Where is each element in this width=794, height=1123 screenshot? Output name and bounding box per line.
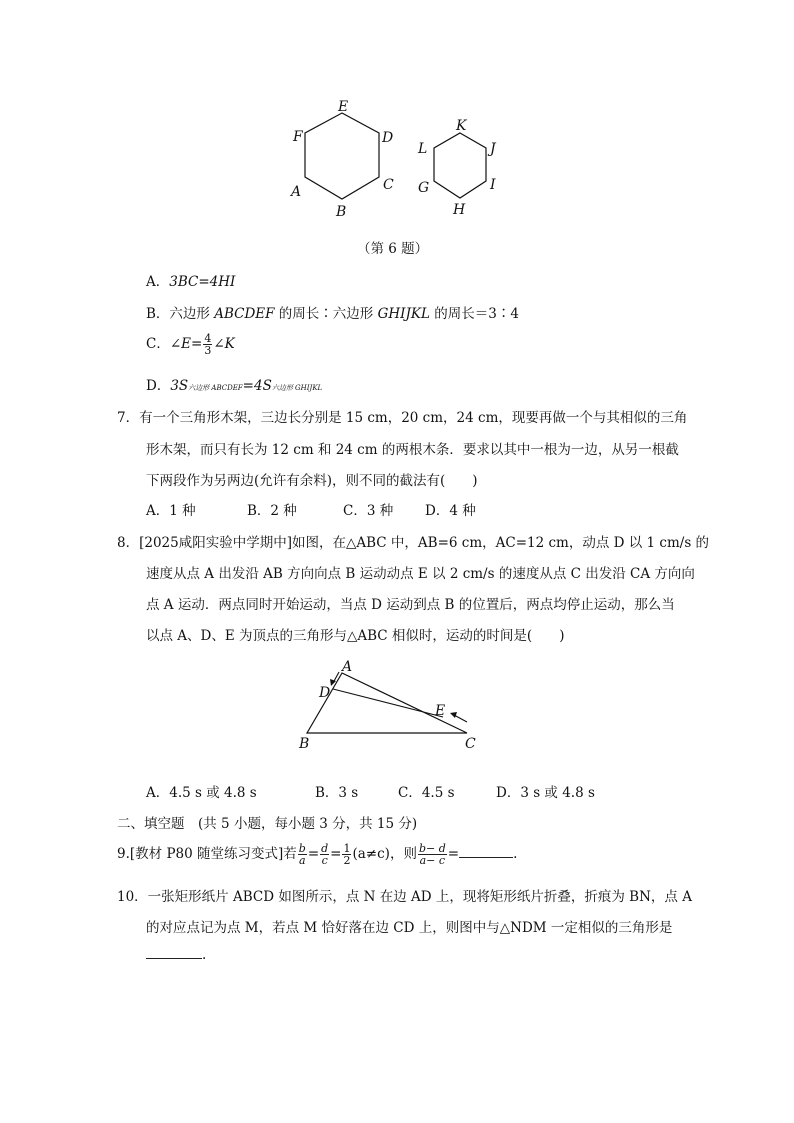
q9-end: . — [513, 846, 518, 862]
hexagon-figure — [285, 95, 515, 225]
q9-f3-den: 2 — [343, 854, 351, 867]
q6-option-a-text: 3BC=4HI — [169, 274, 236, 290]
q7-option-a: A．1 种 — [146, 503, 196, 519]
arrow-e — [454, 715, 467, 722]
q6-option-d — [146, 374, 322, 394]
tri-label-B: B — [299, 736, 310, 752]
q9-f2-den: c — [321, 854, 328, 867]
q9-eq3: = — [447, 846, 460, 862]
hex2-label-L: L — [418, 141, 428, 157]
tri-label-D: D — [319, 685, 331, 701]
q9-f1-den: a — [299, 854, 306, 867]
arrow-e-head — [450, 712, 457, 718]
hexagon-abcdef — [305, 113, 379, 199]
q10-line-1: 10．一张矩形纸片 ABCD 如图所示，点 N 在边 AD 上，现将矩形纸片折叠，折痕为 BN，点 A — [117, 889, 692, 905]
q8-line-3: 点 A 运动．两点同时开始运动，当点 D 运动到点 B 的位置后，两点均停止运动，那么当 — [146, 597, 675, 613]
q6-c-num: 4 — [204, 332, 212, 345]
q6-option-b — [146, 302, 519, 322]
q7-line-3: 下两段作为另两边(允许有余料)，则不同的截法有( ) — [146, 473, 478, 489]
q6-option-b-label: B． — [146, 306, 170, 322]
q6-option-c-pre: ∠E= — [169, 336, 203, 352]
q9-cond: (a≠c)，则 — [352, 846, 417, 862]
q8-line-2: 速度从点 A 出发沿 AB 方向向点 B 运动动点 E 以 2 cm/s 的速度从点 C 出发沿 CA 方向向 — [146, 566, 695, 582]
hex2-label-I: I — [490, 177, 496, 193]
q7-line-2: 形木架，而只有长为 12 cm 和 24 cm 的两根木条．要求以其中一根为一边，从另一根截 — [146, 442, 679, 458]
q6-option-c-post: ∠K — [213, 336, 235, 352]
q9-f1-num: b — [298, 842, 306, 855]
hex2-label-H: H — [453, 202, 466, 218]
hex2-label-G: G — [418, 180, 430, 196]
q8-option-b: B．3 s — [315, 785, 359, 801]
hex1-label-B: B — [336, 204, 347, 220]
q9-eq2: = — [330, 846, 342, 862]
q6-option-b-hex1: ABCDEF — [214, 306, 275, 322]
tri-label-C: C — [465, 736, 476, 752]
triangle-figure — [295, 655, 495, 755]
q10-end: . — [202, 947, 207, 963]
q7-option-d: D．4 种 — [425, 503, 476, 519]
q6-option-c-label: C． — [146, 336, 170, 352]
q10-line-2: 的对应点记为点 M，若点 M 恰好落在边 CD 上，则图中与△NDM 一定相似的三角形是 — [146, 920, 673, 936]
q10-line-3 — [146, 946, 206, 963]
q9-prefix: 9.[教材 P80 随堂练习变式]若 — [117, 846, 297, 862]
hex1-label-C: C — [383, 177, 394, 193]
hex1-label-E: E — [338, 99, 349, 115]
q6-option-b-hex2: GHIJKL — [377, 306, 430, 322]
q6-option-b-post: 的周长＝3∶4 — [429, 306, 519, 322]
hexagon-ghijkl — [434, 133, 486, 198]
segment-de — [333, 689, 446, 719]
q10-answer-blank[interactable] — [146, 946, 202, 959]
q6-c-den: 3 — [204, 344, 212, 357]
q9-fraction-1-2 — [342, 843, 351, 866]
q6-option-b-pre: 六边形 — [169, 306, 215, 322]
q6-option-c — [146, 332, 235, 356]
q7-option-b: B．2 种 — [247, 503, 297, 519]
q9-eq1: = — [307, 846, 320, 862]
q7-option-c: C．3 种 — [343, 503, 394, 519]
figure-caption-6: （第 6 题） — [357, 241, 429, 257]
q9-f4-den: a− c — [419, 854, 446, 867]
q7-line-1: 7．有一个三角形木架，三边长分别是 15 cm，20 cm，24 cm，现要再做一个与其相似的三角 — [117, 410, 688, 426]
hex2-label-K: K — [456, 118, 467, 134]
q6-option-a-label: A． — [146, 274, 170, 290]
q6-option-b-mid: 的周长∶六边形 — [274, 306, 378, 322]
q8-line-4: 以点 A、D、E 为顶点的三角形与△ABC 相似时，运动的时间是( ) — [146, 628, 565, 644]
tri-label-A: A — [342, 659, 353, 675]
hex1-label-D: D — [382, 130, 394, 146]
q8-option-a: A．4.5 s 或 4.8 s — [146, 785, 257, 801]
q6-option-d-label: D． — [146, 378, 171, 394]
q8-option-c: C．4.5 s — [398, 785, 455, 801]
q6-option-c-fraction — [203, 333, 212, 356]
q9-f2-num: d — [321, 842, 329, 855]
hex2-label-J: J — [490, 141, 496, 157]
q8-line-1: 8．[2025咸阳实验中学期中]如图，在△ABC 中，AB=6 cm，AC=12 cm，动点 D 以 1 cm/s 的 — [117, 535, 710, 551]
q9-f3-num: 1 — [343, 842, 351, 855]
q6-option-d-pre: 3S — [170, 378, 189, 394]
hex1-label-A: A — [291, 184, 302, 200]
q9-line — [117, 842, 517, 866]
hex1-label-F: F — [293, 129, 303, 145]
q9-fraction-diff — [418, 843, 447, 866]
q9-fraction-b-a — [298, 843, 307, 866]
q8-option-d: D．3 s 或 4.8 s — [496, 785, 595, 801]
q6-option-d-sub2: 六边形 GHIJKL — [271, 384, 323, 392]
tri-label-E: E — [435, 703, 446, 719]
q6-option-d-mid: =4S — [242, 378, 272, 394]
section-2-heading: 二、填空题 (共 5 小题，每小题 3 分，共 15 分) — [117, 816, 418, 832]
q9-answer-blank[interactable] — [459, 845, 513, 858]
q9-f4-num: b− d — [418, 842, 446, 855]
q6-option-a — [146, 270, 235, 290]
q6-option-d-sub1: 六边形 ABCDEF — [188, 384, 243, 392]
q9-fraction-d-c — [320, 843, 329, 866]
